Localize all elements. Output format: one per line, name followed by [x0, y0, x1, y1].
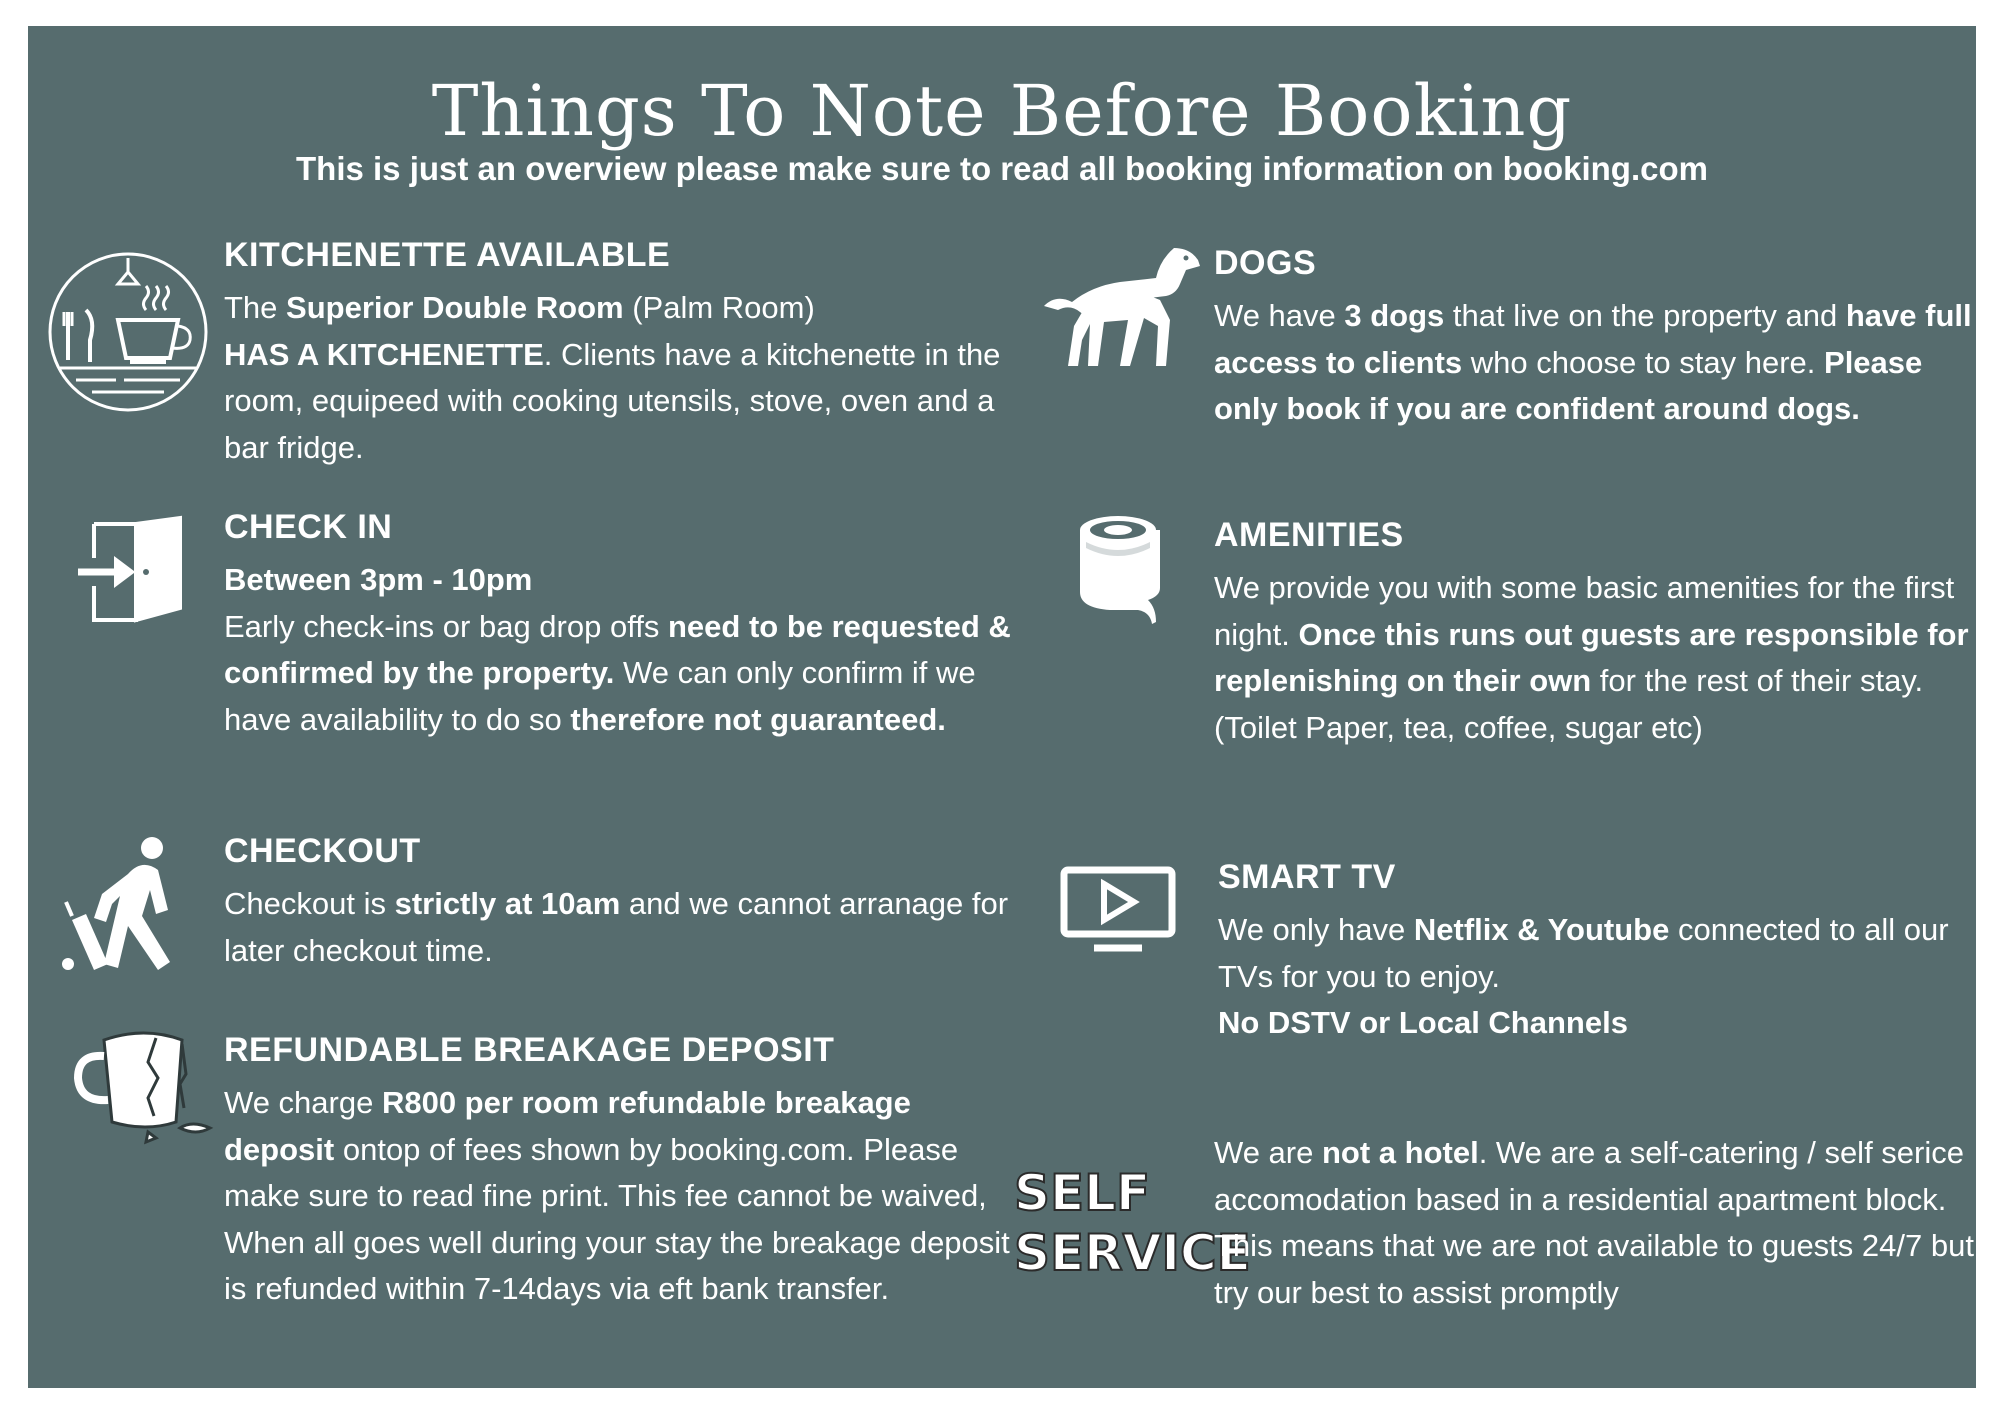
page-subtitle: This is just an overview please make sure to read all booking information on booking.com: [296, 150, 1708, 187]
tv-play-icon: [1058, 864, 1178, 960]
deposit-text: We charge R800 per room refundable breakage deposit ontop of fees shown by booking.com. Please make sure to read fine print. This fee cannot be waived, When all goes well during your stay the breakage deposit is refunded within 7-14days via eft bank transfer.: [224, 1085, 1010, 1306]
dogs-heading: DOGS: [1214, 244, 1317, 282]
self-service-badge-line2: SERVICE: [1014, 1224, 1251, 1282]
kitchenette-text: The Superior Double Room (Palm Room) HAS A KITCHENETTE. Clients have a kitchenette in the room, equipeed with cooking utensils, stove, oven and a bar fridge.: [224, 290, 1001, 465]
self-service-badge: [1008, 1160, 1251, 1290]
door-enter-icon: [76, 516, 186, 628]
kitchen-icon: [46, 250, 210, 414]
amenities-text: We provide you with some basic amenities for the first night. Once this runs out guests are responsible for replenishing on their own for the rest of their stay. (Toilet Paper, tea, coffee, sugar etc): [1214, 570, 1969, 745]
kitchenette-heading: KITCHENETTE AVAILABLE: [224, 236, 671, 274]
info-card: [28, 26, 1976, 1388]
dogs-section: [1214, 244, 1974, 433]
amenities-section: [1214, 516, 1974, 751]
checkin-section: [224, 508, 1024, 743]
deposit-section: [224, 1031, 1024, 1313]
smarttv-text: We only have Netflix & Youtube connected to all our TVs for you to enjoy. No DSTV or Local Channels: [1218, 912, 1949, 1040]
dogs-text: We have 3 dogs that live on the property and have full access to clients who choose to stay here. Please only book if you are confident around dogs.: [1214, 298, 1972, 426]
checkout-section: [224, 832, 1024, 974]
broken-mug-icon: [64, 1024, 214, 1144]
selfservice-text: We are not a hotel. We are a self-catering / self serice accomodation based in a residential apartment block. This means that we are not available to guests 24/7 but try our best to assist promptly: [1214, 1135, 1974, 1310]
smarttv-heading: SMART TV: [1218, 858, 1396, 896]
traveler-luggage-icon: [58, 834, 188, 972]
checkin-heading: CHECK IN: [224, 508, 393, 546]
kitchenette-section: [224, 236, 1024, 471]
smarttv-section: [1218, 858, 1978, 1047]
amenities-heading: AMENITIES: [1214, 516, 1404, 554]
selfservice-section: [1214, 1130, 1974, 1316]
page-title: Things To Note Before Booking: [431, 70, 1573, 152]
toilet-paper-icon: [1070, 512, 1170, 624]
checkin-text: Between 3pm - 10pm Early check-ins or bag drop offs need to be requested & confirmed by the property. We can only confirm if we have availability to do so therefore not guaranteed.: [224, 562, 1011, 737]
checkout-heading: CHECKOUT: [224, 832, 421, 870]
dog-icon: [1044, 242, 1204, 368]
checkout-text: Checkout is strictly at 10am and we cannot arranage for later checkout time.: [224, 886, 1009, 968]
self-service-badge-line1: SELF: [1014, 1164, 1151, 1222]
deposit-heading: REFUNDABLE BREAKAGE DEPOSIT: [224, 1031, 835, 1069]
